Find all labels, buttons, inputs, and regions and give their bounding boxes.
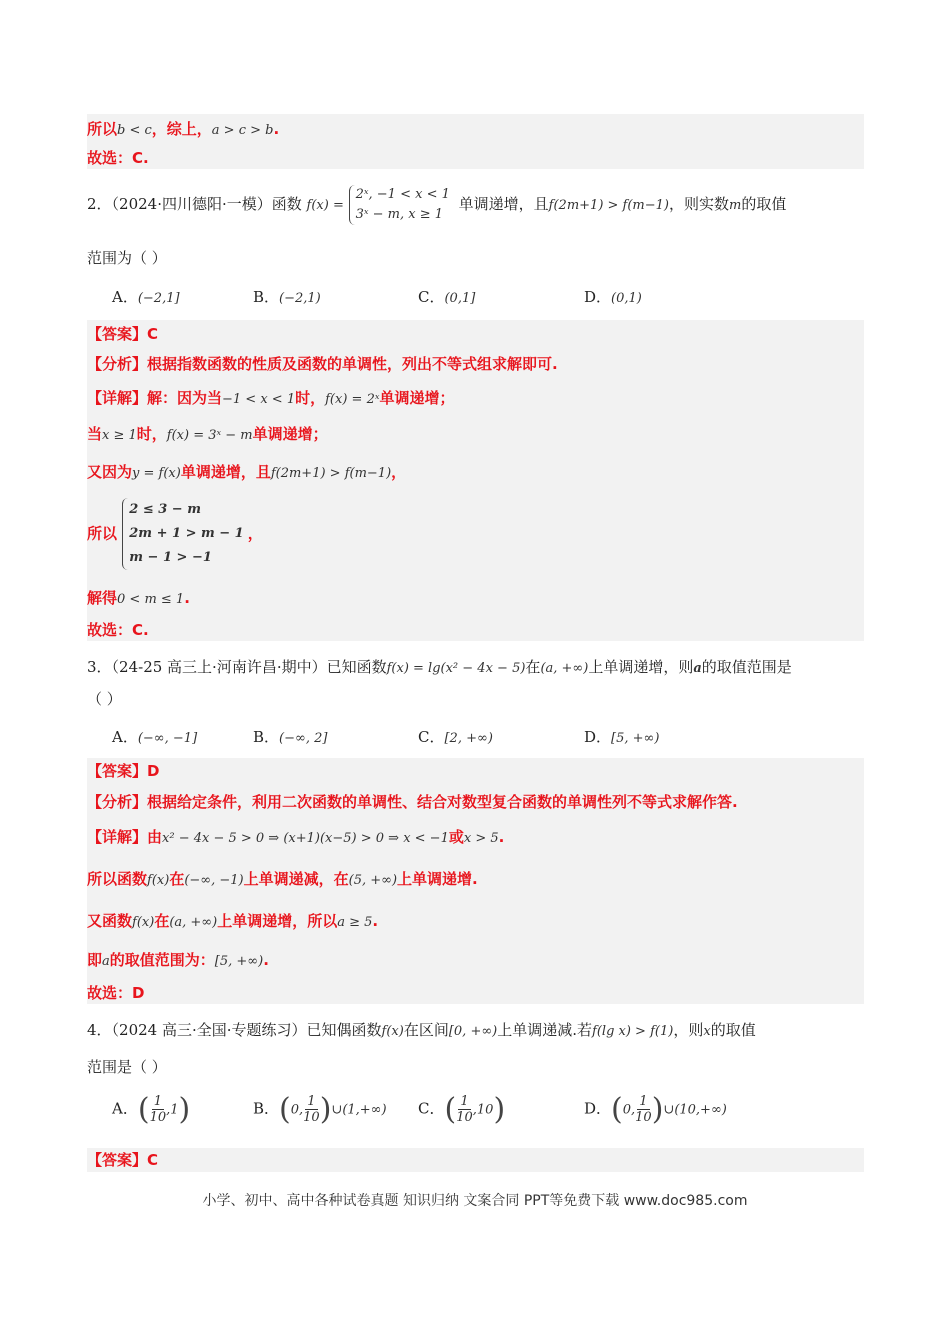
detail-line-4: 即a的取值范围为：[5, +∞). <box>87 951 269 969</box>
q2-option-d[interactable]: D．(0,1) <box>584 288 642 306</box>
detail-line-3: 又因为y = f(x)单调递增，且f(2m+1) > f(m−1)， <box>87 463 407 481</box>
question-2-line2: 范围为（ ） <box>87 249 167 267</box>
question-4-stem: 4．（2024 高三·全国·专题练习）已知偶函数f(x)在区间[0, +∞)上单调递减.若f(lg x) > f(1)，则x的取值 <box>87 1021 756 1039</box>
answer-label: 【答案】D <box>87 762 160 780</box>
q2-option-a[interactable]: A．(−2,1] <box>112 288 180 306</box>
question-4-line2: 范围是（ ） <box>87 1058 167 1076</box>
question-3-stem: 3．（24-25 高三上·河南许昌·期中）已知函数f(x) = lg(x² − 4x − 5)在(a, +∞)上单调递增，则a的取值范围是 <box>87 658 792 676</box>
choose-line: 故选：C. <box>87 621 149 639</box>
detail-line-2: 所以函数f(x)在(−∞, −1)上单调递减，在(5, +∞)上单调递增. <box>87 870 478 888</box>
q3-option-b[interactable]: B．(−∞, 2] <box>253 728 328 746</box>
q3-option-c[interactable]: C．[2, +∞) <box>418 728 493 746</box>
detail-line-4: 所以 2 ≤ 3 − m 2m + 1 > m − 1 m − 1 > −1， <box>87 498 263 570</box>
inequality-system: 2 ≤ 3 − m 2m + 1 > m − 1 m − 1 > −1 <box>122 498 247 570</box>
detail-line-3: 又函数f(x)在(a, +∞)上单调递增，所以a ≥ 5. <box>87 912 379 930</box>
answer-block-2 <box>87 320 864 641</box>
question-3-line2: （ ） <box>87 690 122 708</box>
choose-line: 故选：D <box>87 984 145 1002</box>
piecewise-system: 2ˣ, −1 < x < 1 3ˣ − m, x ≥ 1 <box>349 185 454 225</box>
q4-option-a[interactable]: A．( $\frac{1}{10}$ ,1) <box>112 1092 191 1127</box>
answer-label: 【答案】C <box>87 1151 159 1169</box>
q4-option-c[interactable]: C．( $\frac{1}{10}$ ,10) <box>418 1092 506 1127</box>
analysis-text: 【分析】根据指数函数的性质及函数的单调性，列出不等式组求解即可. <box>87 355 558 373</box>
choose-line: 故选：C. <box>87 149 149 167</box>
detail-line-2: 当x ≥ 1时，f(x) = 3ˣ − m单调递增； <box>87 425 328 443</box>
question-2-stem: 2．（2024·四川德阳·一模）函数 f(x) = 2ˣ, −1 < x < 1 3ˣ − m, x ≥ 1 单调递增，且f(2m+1) > f(m−1)，则实数m的取值 <box>87 185 786 225</box>
page-footer: 小学、初中、高中各种试卷真题 知识归纳 文案合同 PPT等免费下载 www.doc985.com <box>202 1193 748 1209</box>
q4-option-d[interactable]: D．(0, $\frac{1}{10}$ )∪(10,+∞) <box>584 1092 727 1127</box>
answer-block-1 <box>87 114 864 169</box>
q2-option-b[interactable]: B．(−2,1) <box>253 288 321 306</box>
q4-option-b[interactable]: B．(0, $\frac{1}{10}$ )∪(1,+∞) <box>253 1092 387 1127</box>
analysis-text: 【分析】根据给定条件，利用二次函数的单调性、结合对数型复合函数的单调性列不等式求解作答. <box>87 793 738 811</box>
q2-option-c[interactable]: C．(0,1] <box>418 288 476 306</box>
detail-line-5: 解得0 < m ≤ 1. <box>87 589 190 607</box>
conclusion-line: 所以b < c，综上，a > c > b. <box>87 120 280 138</box>
detail-line-1: 【详解】解：因为当−1 < x < 1时，f(x) = 2ˣ单调递增； <box>87 389 455 407</box>
answer-label: 【答案】C <box>87 325 159 343</box>
answer-block-4 <box>87 1148 864 1172</box>
answer-block-3 <box>87 758 864 1004</box>
q3-option-d[interactable]: D．[5, +∞) <box>584 728 660 746</box>
q3-option-a[interactable]: A．(−∞, −1] <box>112 728 198 746</box>
detail-line-1: 【详解】由x² − 4x − 5 > 0 ⇒ (x+1)(x−5) > 0 ⇒ x < −1或x > 5. <box>87 828 505 846</box>
